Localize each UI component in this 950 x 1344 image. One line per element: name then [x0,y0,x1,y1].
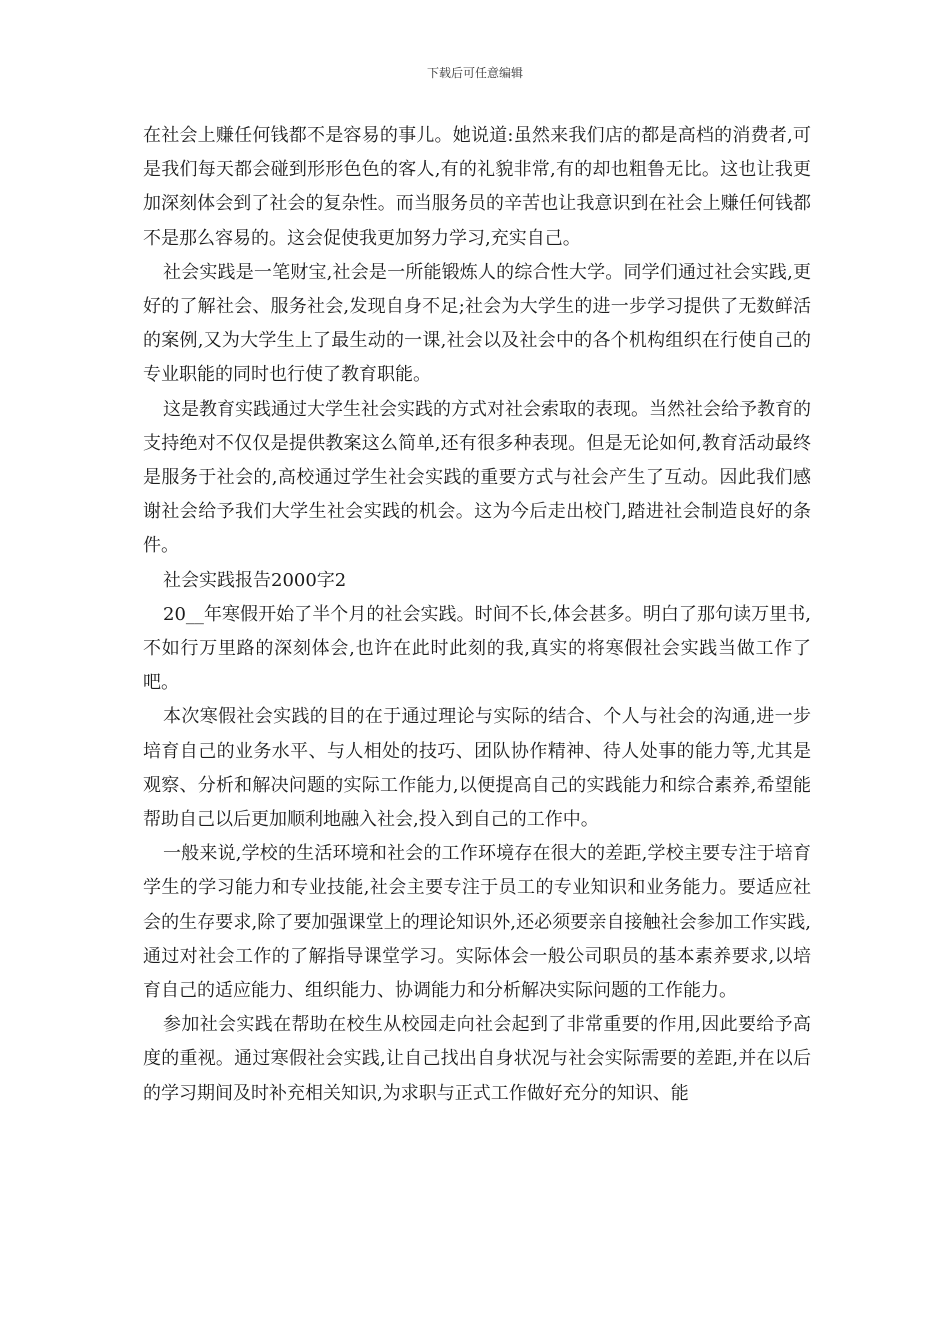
section-heading: 社会实践报告2000字2 [163,569,347,591]
paragraph: 社会实践是一笔财宝,社会是一所能锻炼人的综合性大学。同学们通过社会实践,更好的了解社会、服务社会,发现自身不足;社会为大学生的进一步学习提供了无数鲜活的案例,又为大学生上了最生动的一课,社会以及社会中的各个机构组织在行使自己的专业职能的同时也行使了教育职能。 [143,261,811,386]
paragraph: 在社会上赚任何钱都不是容易的事儿。她说道:虽然来我们店的都是高档的消费者,可是我们每天都会碰到形形色色的客人,有的礼貌非常,有的却也粗鲁无比。这也让我更加深刻体会到了社会的复杂性。而当服务员的辛苦也让我意识到在社会上赚任何钱都不是那么容易的。这会促使我更加努力学习,充实自己。 [143,125,811,249]
document-body [143,119,811,1111]
paragraph: 参加社会实践在帮助在校生从校园走向社会起到了非常重要的作用,因此要给予高度的重视。通过寒假社会实践,让自己找出自身状况与社会实际需要的差距,并在以后的学习期间及时补充相关知识,为求职与正式工作做好充分的知识、能 [143,1014,811,1104]
paragraph: 一般来说,学校的生活环境和社会的工作环境存在很大的差距,学校主要专注于培育学生的学习能力和专业技能,社会主要专注于员工的专业知识和业务能力。要适应社会的生存要求,除了要加强课堂上的理论知识外,还必须要亲自接触社会参加工作实践,通过对社会工作的了解指导课堂学习。实际体会一般公司职员的基本素养要求,以培育自己的适应能力、组织能力、协调能力和分析解决实际问题的工作能力。 [143,843,811,1002]
paragraph: 这是教育实践通过大学生社会实践的方式对社会索取的表现。当然社会给予教育的支持绝对不仅仅是提供教案这么简单,还有很多种表现。但是无论如何,教育活动最终是服务于社会的,高校通过学生社会实践的重要方式与社会产生了互动。因此我们感谢社会给予我们大学生社会实践的机会。这为今后走出校门,踏进社会制造良好的条件。 [143,398,811,557]
paragraph: 20__年寒假开始了半个月的社会实践。时间不长,体会甚多。明白了那句读万里书,不如行万里路的深刻体会,也许在此时此刻的我,真实的将寒假社会实践当做工作了吧。 [143,603,811,694]
paragraph: 本次寒假社会实践的目的在于通过理论与实际的结合、个人与社会的沟通,进一步培育自己的业务水平、与人相处的技巧、团队协作精神、待人处事的能力等,尤其是观察、分析和解决问题的实际工作能力,以便提高自己的实践能力和综合素养,希望能帮助自己以后更加顺利地融入社会,投入到自己的工作中。 [143,706,811,831]
page-header: 下载后可任意编辑 [426,66,523,80]
